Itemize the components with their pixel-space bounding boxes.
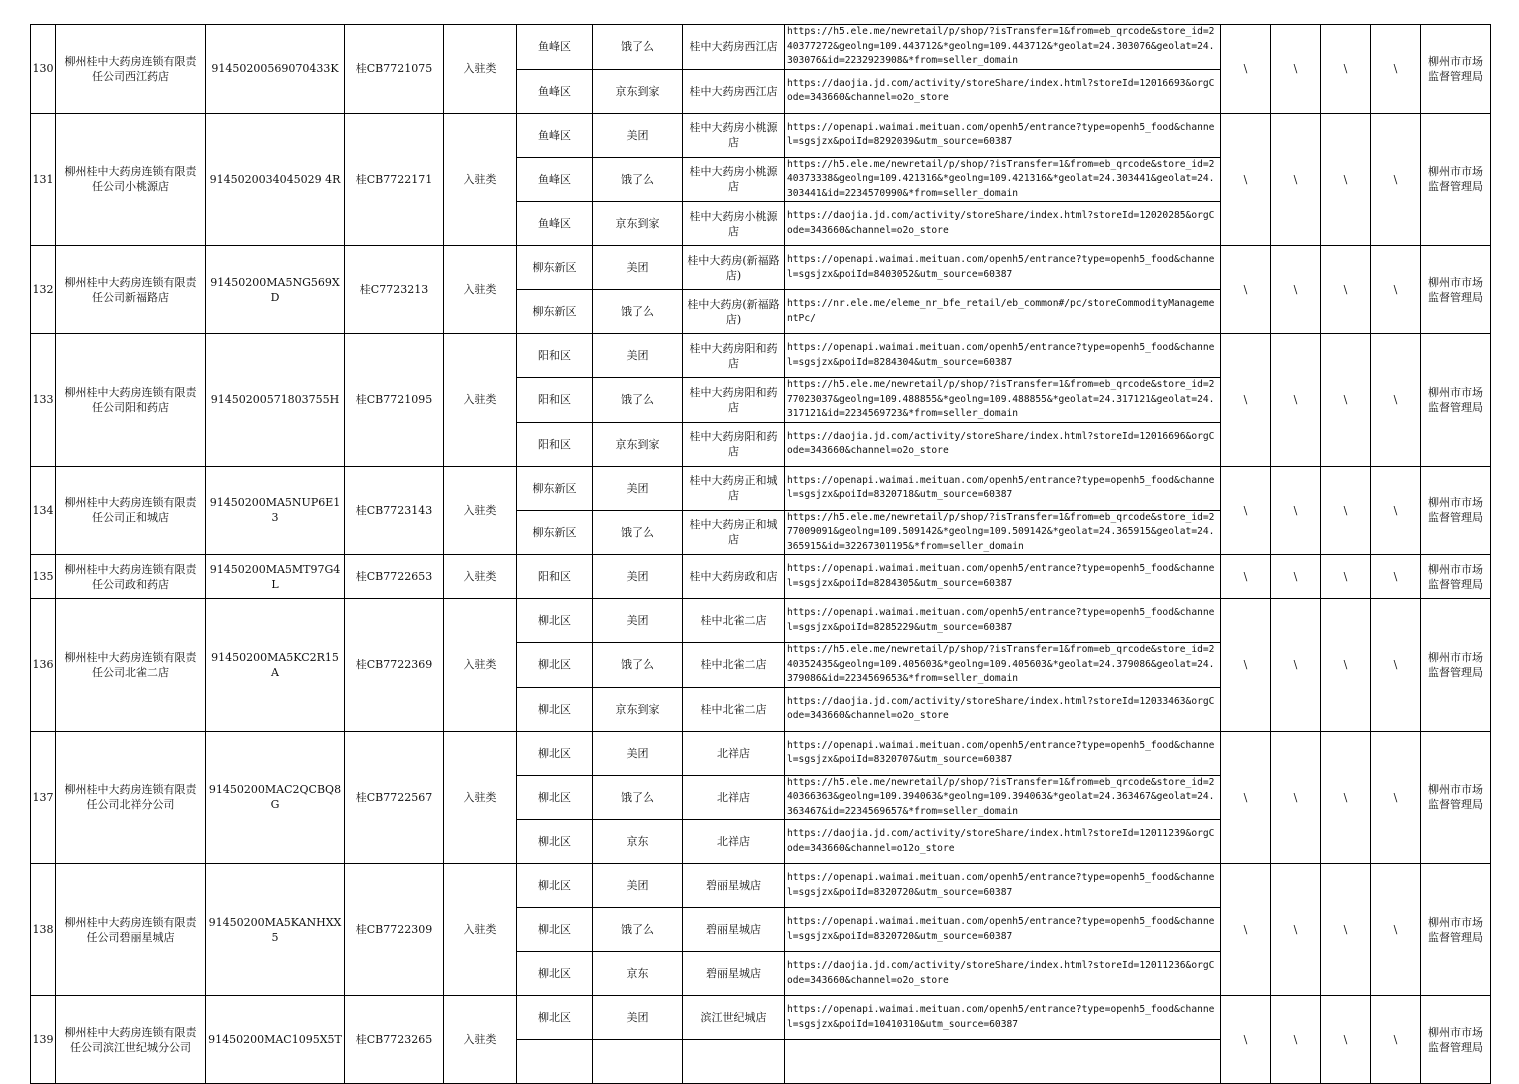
blank-field-cell-1: \ [1221, 555, 1271, 599]
blank-field-cell-3: \ [1321, 864, 1371, 996]
store-name-cell: 桂中北雀二店 [683, 599, 785, 643]
license-number-cell: 桂CB7722653 [345, 555, 444, 599]
platform-cell: 京东到家 [593, 69, 683, 113]
category-cell: 入驻类 [444, 25, 517, 114]
platform-cell: 饿了么 [593, 643, 683, 688]
authority-cell: 柳州市市场监督管理局 [1421, 731, 1491, 864]
table-row [31, 334, 1491, 378]
blank-field-cell-3: \ [1321, 996, 1371, 1084]
row-number-cell: 137 [31, 731, 56, 864]
blank-field-cell-3: \ [1321, 246, 1371, 334]
store-url-cell [785, 731, 1221, 775]
license-number-cell: 桂CB7723265 [345, 996, 444, 1084]
store-name-cell: 桂中大药房正和城店 [683, 466, 785, 510]
store-url-link[interactable]: https://openapi.waimai.meituan.com/openh5/entrance?type=openh5_food&channel=sgsjzx&poiId=8403052&utm_source=60387 [787, 254, 1215, 280]
store-url-cell [785, 864, 1221, 908]
store-url-cell [785, 908, 1221, 952]
blank-field-cell-2: \ [1271, 334, 1321, 467]
store-url-cell [785, 422, 1221, 466]
store-name-cell: 北祥店 [683, 820, 785, 864]
store-url-link[interactable]: https://daojia.jd.com/activity/storeShare/index.html?storeId=12016693&orgCode=343660&channel=o2o_store [787, 77, 1215, 103]
platform-cell: 美团 [593, 555, 683, 599]
company-name-cell: 柳州桂中大药房连锁有限责任公司滨江世纪城分公司 [56, 996, 206, 1084]
blank-field-cell-2: \ [1271, 864, 1321, 996]
license-number-cell: 桂CB7722567 [345, 731, 444, 864]
store-name-cell: 桂中大药房小桃源店 [683, 113, 785, 157]
authority-cell: 柳州市市场监督管理局 [1421, 996, 1491, 1084]
district-cell: 柳北区 [517, 908, 593, 952]
store-url-link[interactable]: https://h5.ele.me/newretail/p/shop/?isTransfer=1&from=eb_qrcode&store_id=240366363&geolng=109.394063&*geolng=109.394063&*geolat=24.363467&geolat=24.363467&id=2234569657&*from=seller_domain [787, 776, 1215, 817]
license-number-cell: 桂CB7722309 [345, 864, 444, 996]
company-name-cell: 柳州桂中大药房连锁有限责任公司碧丽星城店 [56, 864, 206, 996]
company-name-cell: 柳州桂中大药房连锁有限责任公司新福路店 [56, 246, 206, 334]
store-url-link[interactable]: https://daojia.jd.com/activity/storeShare/index.html?storeId=12016696&orgCode=343660&channel=o2o_store [787, 430, 1215, 456]
platform-cell: 京东到家 [593, 422, 683, 466]
store-name-cell [683, 1040, 785, 1084]
row-number-cell: 132 [31, 246, 56, 334]
platform-cell: 美团 [593, 246, 683, 290]
platform-cell: 饿了么 [593, 908, 683, 952]
blank-field-cell-4: \ [1371, 555, 1421, 599]
company-name-cell: 柳州桂中大药房连锁有限责任公司西江药店 [56, 25, 206, 114]
platform-cell: 美团 [593, 731, 683, 775]
platform-cell: 京东 [593, 820, 683, 864]
row-number-cell: 135 [31, 555, 56, 599]
category-cell: 入驻类 [444, 864, 517, 996]
category-cell: 入驻类 [444, 246, 517, 334]
platform-cell [593, 1040, 683, 1084]
blank-field-cell-3: \ [1321, 25, 1371, 114]
platform-cell: 饿了么 [593, 157, 683, 202]
store-name-cell: 桂中大药房西江店 [683, 69, 785, 113]
store-url-link[interactable]: https://h5.ele.me/newretail/p/shop/?isTransfer=1&from=eb_qrcode&store_id=240373338&geolng=109.421316&*geolng=109.421316&*geolat=24.303441&geolat=24.303441&id=2234570990&*from=seller_domain [787, 158, 1215, 199]
store-url-cell [785, 996, 1221, 1040]
store-name-cell: 桂中北雀二店 [683, 643, 785, 688]
store-name-cell: 桂中北雀二店 [683, 687, 785, 731]
row-number-cell: 139 [31, 996, 56, 1084]
platform-cell: 饿了么 [593, 290, 683, 334]
store-url-link[interactable]: https://daojia.jd.com/activity/storeShare/index.html?storeId=12033463&orgCode=343660&channel=o2o_store [787, 695, 1215, 721]
blank-field-cell-2: \ [1271, 113, 1321, 246]
store-url-link[interactable]: https://openapi.waimai.meituan.com/openh5/entrance?type=openh5_food&channel=sgsjzx&poiId=8292039&utm_source=60387 [787, 121, 1215, 147]
store-name-cell: 桂中大药房(新福路店) [683, 290, 785, 334]
blank-field-cell-1: \ [1221, 996, 1271, 1084]
platform-cell: 美团 [593, 599, 683, 643]
license-number-cell: 桂CB7722171 [345, 113, 444, 246]
store-name-cell: 桂中大药房阳和药店 [683, 422, 785, 466]
authority-cell: 柳州市市场监督管理局 [1421, 113, 1491, 246]
license-number-cell: 桂CB7721075 [345, 25, 444, 114]
district-cell: 鱼峰区 [517, 157, 593, 202]
credit-code-cell: 9145020034045029 4R [206, 113, 345, 246]
row-number-cell: 133 [31, 334, 56, 467]
district-cell: 柳北区 [517, 687, 593, 731]
blank-field-cell-2: \ [1271, 466, 1321, 555]
blank-field-cell-1: \ [1221, 334, 1271, 467]
district-cell [517, 1040, 593, 1084]
store-url-cell [785, 157, 1221, 202]
store-name-cell: 桂中大药房小桃源店 [683, 157, 785, 202]
category-cell: 入驻类 [444, 113, 517, 246]
category-cell: 入驻类 [444, 334, 517, 467]
store-url-cell [785, 820, 1221, 864]
district-cell: 阳和区 [517, 422, 593, 466]
district-cell: 柳北区 [517, 864, 593, 908]
district-cell: 阳和区 [517, 334, 593, 378]
blank-field-cell-3: \ [1321, 599, 1371, 732]
store-url-link[interactable]: https://openapi.waimai.meituan.com/openh5/entrance?type=openh5_food&channel=sgsjzx&poiId=8284304&utm_source=60387 [787, 342, 1215, 368]
blank-field-cell-4: \ [1371, 864, 1421, 996]
license-number-cell: 桂C7723213 [345, 246, 444, 334]
blank-field-cell-1: \ [1221, 864, 1271, 996]
store-url-link[interactable]: https://h5.ele.me/newretail/p/shop/?isTransfer=1&from=eb_qrcode&store_id=277009091&geolng=109.509142&*geolng=109.509142&*geolat=24.365915&geolat=24.365915&id=32267301195&*from=seller_domain [787, 511, 1215, 552]
platform-cell: 饿了么 [593, 25, 683, 70]
district-cell: 鱼峰区 [517, 202, 593, 246]
store-url-cell [785, 202, 1221, 246]
store-name-cell: 桂中大药房正和城店 [683, 510, 785, 555]
blank-field-cell-4: \ [1371, 113, 1421, 246]
blank-field-cell-4: \ [1371, 466, 1421, 555]
store-name-cell: 桂中大药房阳和药店 [683, 378, 785, 423]
credit-code-cell: 91450200MA5KC2R15A [206, 599, 345, 732]
company-name-cell: 柳州桂中大药房连锁有限责任公司北祥分公司 [56, 731, 206, 864]
blank-field-cell-2: \ [1271, 599, 1321, 732]
store-name-cell: 碧丽星城店 [683, 908, 785, 952]
company-name-cell: 柳州桂中大药房连锁有限责任公司政和药店 [56, 555, 206, 599]
store-url-link[interactable]: https://openapi.waimai.meituan.com/openh5/entrance?type=openh5_food&channel=sgsjzx&poiId=8285229&utm_source=60387 [787, 607, 1215, 633]
store-url-link[interactable]: https://openapi.waimai.meituan.com/openh5/entrance?type=openh5_food&channel=sgsjzx&poiId=8320720&utm_source=60387 [787, 872, 1215, 898]
blank-field-cell-1: \ [1221, 599, 1271, 732]
store-name-cell: 桂中大药房小桃源店 [683, 202, 785, 246]
company-name-cell: 柳州桂中大药房连锁有限责任公司北雀二店 [56, 599, 206, 732]
credit-code-cell: 91450200571803755H [206, 334, 345, 467]
blank-field-cell-4: \ [1371, 731, 1421, 864]
store-name-cell: 桂中大药房西江店 [683, 25, 785, 70]
district-cell: 柳东新区 [517, 246, 593, 290]
row-number-cell: 134 [31, 466, 56, 555]
blank-field-cell-1: \ [1221, 25, 1271, 114]
blank-field-cell-2: \ [1271, 246, 1321, 334]
blank-field-cell-2: \ [1271, 25, 1321, 114]
district-cell: 柳北区 [517, 820, 593, 864]
authority-cell: 柳州市市场监督管理局 [1421, 599, 1491, 732]
store-name-cell: 桂中大药房阳和药店 [683, 334, 785, 378]
blank-field-cell-2: \ [1271, 996, 1321, 1084]
company-name-cell: 柳州桂中大药房连锁有限责任公司阳和药店 [56, 334, 206, 467]
authority-cell: 柳州市市场监督管理局 [1421, 466, 1491, 555]
district-cell: 柳东新区 [517, 466, 593, 510]
platform-cell: 美团 [593, 996, 683, 1040]
store-url-cell [785, 378, 1221, 423]
platform-cell: 饿了么 [593, 775, 683, 820]
credit-code-cell: 91450200569070433K [206, 25, 345, 114]
store-name-cell: 桂中大药房政和店 [683, 555, 785, 599]
district-cell: 柳北区 [517, 731, 593, 775]
district-cell: 阳和区 [517, 555, 593, 599]
store-name-cell: 碧丽星城店 [683, 952, 785, 996]
row-number-cell: 138 [31, 864, 56, 996]
credit-code-cell: 91450200MAC1095X5T [206, 996, 345, 1084]
blank-field-cell-4: \ [1371, 246, 1421, 334]
district-cell: 柳北区 [517, 775, 593, 820]
category-cell: 入驻类 [444, 996, 517, 1084]
district-cell: 柳北区 [517, 643, 593, 688]
store-url-link[interactable]: https://openapi.waimai.meituan.com/openh5/entrance?type=openh5_food&channel=sgsjzx&poiId=8284305&utm_source=60387 [787, 563, 1215, 589]
store-url-cell [785, 466, 1221, 510]
district-cell: 柳东新区 [517, 510, 593, 555]
store-name-cell: 桂中大药房(新福路店) [683, 246, 785, 290]
online-pharmacy-registry-table [30, 24, 1491, 1084]
store-url-cell [785, 69, 1221, 113]
district-cell: 鱼峰区 [517, 69, 593, 113]
row-number-cell: 130 [31, 25, 56, 114]
store-url-link[interactable]: https://daojia.jd.com/activity/storeShare/index.html?storeId=12020285&orgCode=343660&channel=o2o_store [787, 210, 1215, 236]
district-cell: 阳和区 [517, 378, 593, 423]
company-name-cell: 柳州桂中大药房连锁有限责任公司正和城店 [56, 466, 206, 555]
platform-cell: 美团 [593, 466, 683, 510]
category-cell: 入驻类 [444, 555, 517, 599]
store-url-link[interactable]: https://openapi.waimai.meituan.com/openh5/entrance?type=openh5_food&channel=sgsjzx&poiId=10410310&utm_source=60387 [787, 1004, 1215, 1030]
store-name-cell: 碧丽星城店 [683, 864, 785, 908]
store-url-link[interactable]: https://daojia.jd.com/activity/storeShare/index.html?storeId=12011239&orgCode=343660&channel=o12o_store [787, 828, 1215, 854]
store-url-link[interactable]: https://h5.ele.me/newretail/p/shop/?isTransfer=1&from=eb_qrcode&store_id=240352435&geolng=109.405603&*geolng=109.405603&*geolat=24.379086&geolat=24.379086&id=2234569653&*from=seller_domain [787, 644, 1215, 684]
district-cell: 柳北区 [517, 599, 593, 643]
store-url-cell [785, 599, 1221, 643]
table-row [31, 113, 1491, 157]
store-url-cell [785, 246, 1221, 290]
district-cell: 柳东新区 [517, 290, 593, 334]
store-url-link[interactable]: https://nr.ele.me/eleme_nr_bfe_retail/eb_common#/pc/storeCommodityManagementPc/ [787, 298, 1215, 324]
platform-cell: 京东 [593, 952, 683, 996]
row-number-cell: 136 [31, 599, 56, 732]
store-url-cell [785, 775, 1221, 820]
table-row [31, 996, 1491, 1040]
store-url-link[interactable]: https://daojia.jd.com/activity/storeShare/index.html?storeId=12011236&orgCode=343660&channel=o2o_store [787, 960, 1215, 986]
category-cell: 入驻类 [444, 599, 517, 732]
license-number-cell: 桂CB7721095 [345, 334, 444, 467]
authority-cell: 柳州市市场监督管理局 [1421, 25, 1491, 114]
blank-field-cell-4: \ [1371, 334, 1421, 467]
blank-field-cell-1: \ [1221, 113, 1271, 246]
blank-field-cell-2: \ [1271, 555, 1321, 599]
blank-field-cell-3: \ [1321, 466, 1371, 555]
district-cell: 柳北区 [517, 996, 593, 1040]
blank-field-cell-2: \ [1271, 731, 1321, 864]
store-url-cell [785, 687, 1221, 731]
table-row [31, 731, 1491, 775]
blank-field-cell-3: \ [1321, 113, 1371, 246]
blank-field-cell-3: \ [1321, 731, 1371, 864]
row-number-cell: 131 [31, 113, 56, 246]
store-url-cell [785, 1040, 1221, 1084]
company-name-cell: 柳州桂中大药房连锁有限责任公司小桃源店 [56, 113, 206, 246]
platform-cell: 美团 [593, 113, 683, 157]
store-url-cell [785, 643, 1221, 688]
blank-field-cell-1: \ [1221, 466, 1271, 555]
table-row [31, 599, 1491, 643]
authority-cell: 柳州市市场监督管理局 [1421, 864, 1491, 996]
platform-cell: 饿了么 [593, 510, 683, 555]
registry-sheet [30, 24, 1491, 1084]
authority-cell: 柳州市市场监督管理局 [1421, 334, 1491, 467]
store-url-link[interactable]: https://openapi.waimai.meituan.com/openh5/entrance?type=openh5_food&channel=sgsjzx&poiId=8320720&utm_source=60387 [787, 916, 1215, 942]
blank-field-cell-3: \ [1321, 334, 1371, 467]
store-url-link[interactable]: https://openapi.waimai.meituan.com/openh5/entrance?type=openh5_food&channel=sgsjzx&poiId=8320718&utm_source=60387 [787, 474, 1215, 500]
store-url-link[interactable]: https://h5.ele.me/newretail/p/shop/?isTransfer=1&from=eb_qrcode&store_id=240377272&geolng=109.443712&*geolng=109.443712&*geolat=24.303076&geolat=24.303076&id=2232923908&*from=seller_domain [787, 26, 1215, 66]
credit-code-cell: 91450200MA5NUP6E13 [206, 466, 345, 555]
table-row [31, 25, 1491, 70]
store-url-cell [785, 510, 1221, 555]
store-url-cell [785, 334, 1221, 378]
table-row [31, 466, 1491, 510]
district-cell: 柳北区 [517, 952, 593, 996]
blank-field-cell-1: \ [1221, 731, 1271, 864]
store-name-cell: 滨江世纪城店 [683, 996, 785, 1040]
platform-cell: 美团 [593, 864, 683, 908]
table-row [31, 555, 1491, 599]
credit-code-cell: 91450200MA5NG569XD [206, 246, 345, 334]
authority-cell: 柳州市市场监督管理局 [1421, 246, 1491, 334]
category-cell: 入驻类 [444, 466, 517, 555]
license-number-cell: 桂CB7722369 [345, 599, 444, 732]
blank-field-cell-4: \ [1371, 996, 1421, 1084]
category-cell: 入驻类 [444, 731, 517, 864]
store-name-cell: 北祥店 [683, 775, 785, 820]
store-url-cell [785, 290, 1221, 334]
store-url-link[interactable]: https://h5.ele.me/newretail/p/shop/?isTransfer=1&from=eb_qrcode&store_id=277023037&geolng=109.488855&*geolng=109.488855&*geolat=24.317121&geolat=24.317121&id=2234569723&*from=seller_domain [787, 379, 1215, 419]
authority-cell: 柳州市市场监督管理局 [1421, 555, 1491, 599]
platform-cell: 美团 [593, 334, 683, 378]
store-url-cell [785, 555, 1221, 599]
table-row [31, 246, 1491, 290]
credit-code-cell: 91450200MA5MT97G4L [206, 555, 345, 599]
credit-code-cell: 91450200MA5KANHXX5 [206, 864, 345, 996]
blank-field-cell-4: \ [1371, 25, 1421, 114]
blank-field-cell-4: \ [1371, 599, 1421, 732]
platform-cell: 饿了么 [593, 378, 683, 423]
table-row [31, 864, 1491, 908]
store-name-cell: 北祥店 [683, 731, 785, 775]
store-url-cell [785, 113, 1221, 157]
district-cell: 鱼峰区 [517, 25, 593, 70]
district-cell: 鱼峰区 [517, 113, 593, 157]
blank-field-cell-1: \ [1221, 246, 1271, 334]
store-url-cell [785, 952, 1221, 996]
store-url-cell [785, 25, 1221, 70]
license-number-cell: 桂CB7723143 [345, 466, 444, 555]
store-url-link[interactable]: https://openapi.waimai.meituan.com/openh5/entrance?type=openh5_food&channel=sgsjzx&poiId=8320707&utm_source=60387 [787, 739, 1215, 765]
platform-cell: 京东到家 [593, 687, 683, 731]
credit-code-cell: 91450200MAC2QCBQ8G [206, 731, 345, 864]
blank-field-cell-3: \ [1321, 555, 1371, 599]
platform-cell: 京东到家 [593, 202, 683, 246]
